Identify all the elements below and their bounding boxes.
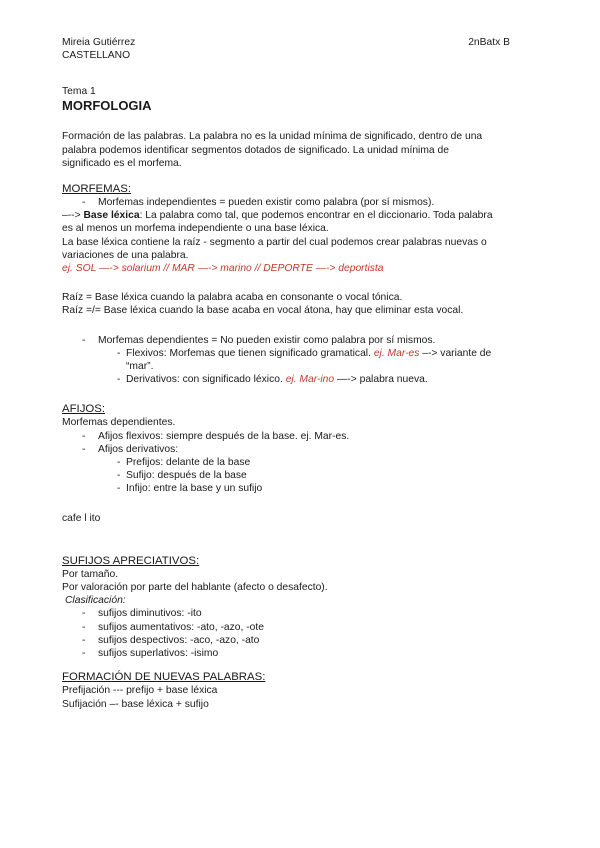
class-label: 2nBatx B	[468, 37, 510, 48]
text-line: Por tamaño.	[62, 568, 119, 580]
list-item-text: Afijos flexivos: siempre después de la base. ej. Mar-es.	[98, 430, 350, 442]
section-heading-afijos: AFIJOS:	[62, 403, 106, 416]
example-inline: ej. Mar-ino	[285, 374, 335, 386]
header-row	[62, 36, 532, 49]
sub-list-item	[62, 482, 532, 495]
section-heading-morfemas: MORFEMAS:	[62, 183, 131, 196]
bullet: -	[82, 608, 86, 620]
list-item-text: Prefijos: delante de la base	[126, 457, 251, 469]
list-item-text: Infijo: entre la base y un sufijo	[126, 483, 263, 495]
base-lexica-definition: : La palabra como tal, que podemos encontrar en el diccionario. Toda palabra	[139, 210, 493, 222]
base-lexica-term: Base léxica	[83, 210, 140, 222]
text-line: Raíz = Base léxica cuando la palabra acaba en consonante o vocal tónica.	[62, 292, 403, 304]
subject-label: CASTELLANO	[62, 50, 131, 61]
document-page	[62, 36, 532, 711]
bullet: -	[82, 648, 86, 660]
text-line: Raíz =/= Base léxica cuando la base acaba en vocal átona, hay que eliminar esta vocal.	[62, 305, 464, 317]
intro-line: Formación de las palabras. La palabra no es la unidad mínima de significado, dentro de una	[62, 131, 483, 143]
page-title: MORFOLOGIA	[62, 98, 152, 114]
list-item	[62, 621, 532, 634]
example-inline: ej. Mar-es	[373, 347, 420, 359]
text-line: variaciones de una palabra.	[62, 249, 189, 261]
sub-list-item	[62, 469, 532, 482]
student-name: Mireia Gutiérrez	[62, 37, 136, 48]
list-item	[62, 443, 532, 456]
bullet: -	[82, 443, 86, 455]
list-item-text: –-> variante de	[419, 347, 492, 359]
list-item	[62, 334, 532, 347]
bullet: -	[117, 483, 121, 495]
list-item-text: Afijos derivativos:	[98, 443, 179, 455]
list-item	[62, 196, 532, 209]
list-item-text: sufijos superlativos: -isimo	[98, 648, 219, 660]
list-item-text: Morfemas independientes = pueden existir como palabra (por sí mismos).	[98, 197, 435, 209]
bullet: -	[82, 634, 86, 646]
intro-line: significado es el morfema.	[62, 157, 182, 169]
theme-label: Tema 1	[62, 86, 96, 98]
bullet: -	[117, 470, 121, 482]
section-heading-formacion: FORMACIÓN DE NUEVAS PALABRAS:	[62, 671, 266, 684]
list-item	[62, 634, 532, 647]
list-item-text: sufijos despectivos: -aco, -azo, -ato	[98, 634, 260, 646]
list-item-text: —-> palabra nueva.	[334, 374, 428, 386]
bullet: -	[82, 334, 86, 346]
list-item-continuation: “mar”.	[126, 361, 154, 373]
sub-list-item	[62, 373, 532, 386]
base-lexica-line	[62, 209, 532, 222]
list-item-text: sufijos diminutivos: -ito	[98, 608, 202, 620]
text-line: Sufijación –- base léxica + sufijo	[62, 698, 209, 710]
bullet: -	[117, 457, 121, 469]
list-item	[62, 607, 532, 620]
list-item	[62, 647, 532, 660]
list-item-text: sufijos aumentativos: -ato, -azo, -ote	[98, 621, 264, 633]
bullet: -	[117, 374, 121, 386]
list-item-text: Morfemas dependientes = No pueden existir como palabra por sí mismos.	[98, 334, 436, 346]
section-heading-sufijos: SUFIJOS APRECIATIVOS:	[62, 554, 200, 567]
bullet: -	[117, 347, 121, 359]
bullet: -	[82, 197, 86, 209]
sub-list-item	[62, 456, 532, 469]
list-item-text: Flexivos: Morfemas que tienen significado gramatical.	[126, 347, 374, 359]
text-line: Morfemas dependientes.	[62, 417, 176, 429]
clasificacion-label: Clasificación:	[65, 595, 126, 607]
text-line: La base léxica contiene la raíz - segmento a partir del cual podemos crear palabras nuevas o	[62, 236, 487, 248]
text-line: es al menos un morfema independiente o una base léxica.	[62, 223, 329, 235]
list-item	[62, 430, 532, 443]
list-item-text: Sufijo: después de la base	[126, 470, 247, 482]
bullet: -	[82, 621, 86, 633]
list-item-text: Derivativos: con significado léxico.	[126, 374, 286, 386]
bullet: -	[82, 430, 86, 442]
intro-line: palabra podemos identificar segmentos dotados de significado. La unidad mínima de	[62, 144, 449, 156]
example-line: ej. SOL —-> solarium // MAR —-> marino // DEPORTE —-> deportista	[62, 263, 384, 275]
arrow-text: –-->	[62, 210, 84, 222]
sub-list-item	[62, 347, 532, 360]
text-line: Por valoración por parte del hablante (afecto o desafecto).	[62, 582, 328, 594]
example-word: cafe l ito	[62, 512, 101, 524]
text-line: Prefijación --- prefijo + base léxica	[62, 685, 218, 697]
